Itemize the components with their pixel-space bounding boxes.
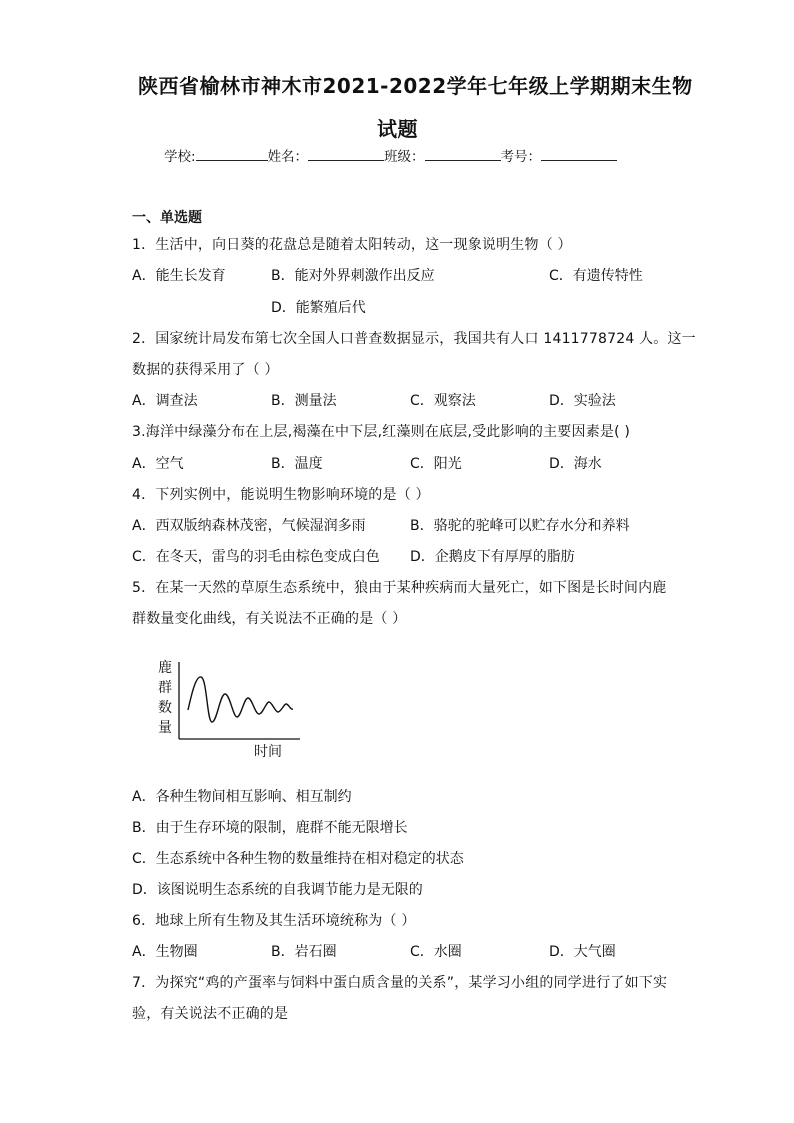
q1-option-c[interactable]: C．有遗传特性 [549,268,643,284]
y-axis-label-char: 数 [158,700,172,716]
y-axis-label-char: 量 [158,720,172,736]
q6-option-a[interactable]: A．生物圈 [132,944,198,960]
section-heading: 一、单选题 [132,210,202,226]
q6-option-d[interactable]: D．大气圈 [549,944,616,960]
class-blank[interactable] [425,146,501,161]
q2-option-b[interactable]: B．测量法 [271,393,337,409]
q1-stem: 1．生活中，向日葵的花盘总是随着太阳转动，这一现象说明生物（ ） [132,237,572,253]
y-axis-label-char: 鹿 [158,660,172,676]
q4-option-d[interactable]: D．企鹅皮下有厚厚的脂肪 [410,549,575,565]
q6-option-c[interactable]: C．水圈 [410,944,462,960]
q3-option-c[interactable]: C．阳光 [410,456,462,472]
q4-option-b[interactable]: B．骆驼的驼峰可以贮存水分和养料 [410,518,630,534]
population-curve [188,677,293,722]
q7-stem-line2: 验，有关说法不正确的是 [132,1006,289,1022]
q5-option-b[interactable]: B．由于生存环境的限制，鹿群不能无限增长 [132,820,408,836]
number-blank[interactable] [541,146,617,161]
q1-option-a[interactable]: A．能生长发育 [132,268,226,284]
q5-option-a[interactable]: A．各种生物间相互影响、相互制约 [132,789,352,805]
q5-option-d[interactable]: D．该图说明生态系统的自我调节能力是无限的 [132,882,423,898]
q6-option-b[interactable]: B．岩石圈 [271,944,337,960]
q3-option-d[interactable]: D．海水 [549,456,602,472]
q4-option-a[interactable]: A．西双版纳森林茂密，气候湿润多雨 [132,518,366,534]
school-blank[interactable] [196,146,268,161]
q5-stem-line1: 5．在某一天然的草原生态系统中，狼由于某种疾病而大量死亡，如下图是长时间内鹿 [132,580,667,596]
class-label: 班级： [384,149,425,165]
student-info-row [164,145,617,165]
x-axis-label: 时间 [254,744,282,760]
name-blank[interactable] [308,146,384,161]
q6-stem: 6．地球上所有生物及其生活环境统称为（ ） [132,913,416,929]
deer-population-graph [150,652,310,764]
q4-stem: 4．下列实例中，能说明生物影响环境的是（ ） [132,487,430,503]
q7-stem-line1: 7．为探究“鸡的产蛋率与饲料中蛋白质含量的关系”，某学习小组的同学进行了如下实 [132,975,668,991]
q2-stem-line2: 数据的获得采用了（ ） [132,362,279,378]
q2-option-c[interactable]: C．观察法 [410,393,476,409]
q5-option-c[interactable]: C．生态系统中各种生物的数量维持在相对稳定的状态 [132,851,464,867]
number-label: 考号： [500,149,542,165]
q1-option-d[interactable]: D．能繁殖后代 [271,300,366,316]
q4-option-c[interactable]: C．在冬天，雷鸟的羽毛由棕色变成白色 [132,549,380,565]
q2-stem-line1: 2．国家统计局发布第七次全国人口普查数据显示，我国共有人口 1411778724 人。这一 [132,331,696,347]
q3-option-b[interactable]: B．温度 [271,456,323,472]
exam-title-line1: 陕西省榆林市神木市2021-2022学年七年级上学期期末生物 [138,74,693,98]
school-label: 学校: [164,149,196,165]
q3-option-a[interactable]: A．空气 [132,456,184,472]
q1-option-b[interactable]: B．能对外界刺激作出反应 [271,268,435,284]
q3-stem: 3.海洋中绿藻分布在上层,褐藻在中下层,红藻则在底层,受此影响的主要因素是( ) [132,424,631,440]
exam-title-line2: 试题 [377,117,418,141]
q2-option-a[interactable]: A．调查法 [132,393,198,409]
q5-stem-line2: 群数量变化曲线，有关说法不正确的是（ ） [132,611,407,627]
q2-option-d[interactable]: D．实验法 [549,393,616,409]
y-axis-label-char: 群 [158,680,172,696]
name-label: 姓名： [267,149,309,165]
